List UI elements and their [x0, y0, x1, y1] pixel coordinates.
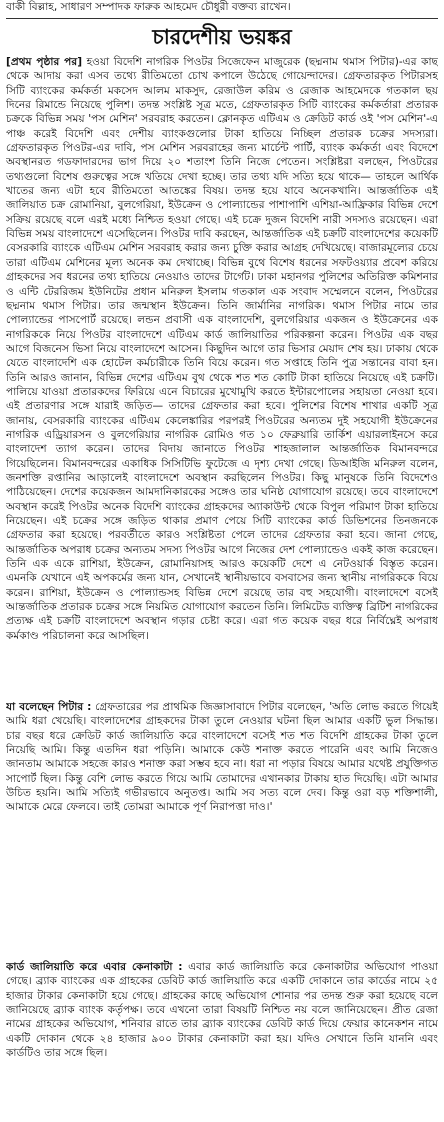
divider-rule	[6, 18, 438, 19]
article-body-section-2	[6, 700, 438, 960]
section-2-text: গ্রেফতারের পর প্রাথমিক জিজ্ঞাসাবাদে পিটার বলেছেন, 'অতি লোভ করতে গিয়েই আমি ধরা খেয়েছি। বাংলাদেশের গ্রাহকদের টাকা তুলে নেওয়ার ঘটনা ছিল আমার একটি ভুল সিদ্ধান্ত। চার বছর ধরে ক্রেডিট কার্ড জালিয়াতি করে বাংলাদেশে বসেই শত শত বিদেশি গ্রাহকের টাকা তুলে নিয়েছি আমি। কিন্তু এতদিন ধরা পড়িনি। আমাকে কেউ শনাক্ত করতে পারেনি এবং আমি নিজেও জানতাম আমাকে সহজে কারও শনাক্ত করা সম্ভব হবে না। ধরা না পড়ার বিষয়ে আমার যথেষ্ট প্রযুক্তিগত সাপোর্ট ছিল। কিন্তু বেশি লোভ করতে গিয়ে আমি তোমাদের এখানকার টাকায় হাত দিয়েছি। এটা আমার উচিত হয়নি। আমি সত্যিই গভীরভাবে অনুতপ্ত। আমি সব সত্য বলে দেব। কিন্তু ওরা বড় শক্তিশালী, আমাকে মেরে ফেলবে। তাই তোমরা আমাকে পূর্ণ নিরাপত্তা দাও।'	[6, 701, 438, 814]
headline: চারদেশীয় ভয়ঙ্কর	[152, 24, 292, 49]
continuation-marker: [প্রথম পৃষ্ঠার পর]	[6, 56, 83, 68]
section-1-text: হওয়া বিদেশি নাগরিক পিওটর সিজেফেন মাজুরেক (ছদ্মনাম থমাস পিটার)-এর কাছ থেকে আদায় করা এসব তথ্যে রীতিমতো চোখ কপালে উঠেছে গোয়েন্দাদের। গ্রেফতারকৃত পিটারসহ সিটি ব্যাংকের কর্মকর্তা মকসেদ আলম মাকসুদ, রেজাউল করিম ও রেজাক আহমেদকে গতকাল ছয় দিনের রিমান্ডে নিয়েছে পুলিশ। তদন্ত সংশ্লিষ্ট সূত্র মতে, গ্রেফতারকৃত সিটি ব্যাংকের কর্মকর্তারা প্রতারক চক্রকে বিভিন্ন সময় 'পস মেশিন' সরবরাহ করতেন। ক্লোনকৃত এটিএম ও ক্রেডিট কার্ড ওই 'পস মেশিন'-এ পাঞ্চ করেই বিদেশি এবং দেশীয় ব্যাংকগুলোর টাকা হাতিয়ে নিচ্ছিল প্রতারক চক্রের সদস্যরা। গ্রেফতারকৃত পিওটর-এর দাবি, পস মেশিন সরবরাহের জন্য মার্চেন্ট পার্টি, ব্যাংক কর্মকর্তা এবং বিদেশে অবস্থানরত গডফাদারদের ভাগ দিয়ে ২০ শতাংশ তিনি নিজে পেতেন। সংশ্লিষ্টরা বলছেন, পিওটরের তথ্যগুলো বিশেষ গুরুত্বের সঙ্গে খতিয়ে দেখা হচ্ছে। তার তথ্য যদি সত্যি হয়ে থাকে— তাহলে আর্থিক খাতের জন্য এটা হবে রীতিমতো আতঙ্কের বিষয়। তদন্ত হয়ে যাবে অনেকখানি। আন্তর্জাতিক এই জালিয়াত চক্র রোমানিয়া, বুলগেরিয়া, ইউক্রেন ও পোল্যান্ডের পাশাপাশি এশিয়া-আফ্রিকার বিভিন্ন দেশে সক্রিয় রয়েছে বলে এরই মধ্যে নিশ্চিত হওয়া গেছে। এই চক্রে দুজন বিদেশি নারী সদস্যও রয়েছেন। এরা বিভিন্ন সময় বাংলাদেশে এসেছিলেন। পিওটর দাবি করছেন, আন্তর্জাতিক এই চক্রটি বাংলাদেশের কয়েকটি বেসরকারি ব্যাংকে এটিএম মেশিন সরবরাহ করার জন্য চুক্তি করার আগ্রহ দেখিয়েছে। বাজারমূল্যের চেয়ে তারা এটিএম মেশিনের মূল্য অনেক কম দেখাচ্ছে। বিভিন্ন বুথে বিশেষ ধরনের সফটওয়্যার প্রবেশ করিয়ে গ্রাহকদের সব ধরনের তথ্য হাতিয়ে নেওয়াও তাদের টার্গেট। ঢাকা মহানগর পুলিশের অতিরিক্ত কমিশনার ও এন্টি টেররিজম ইউনিটের প্রধান মনিরুল ইসলাম গতকাল এক সংবাদ সম্মেলনে বলেন, পিওটরের ছদ্মনাম থমাস পিটার। তার জন্মস্থান ইউক্রেন। তিনি জার্মানির নাগরিক। থমাস পিটার নামে তার পোল্যান্ডের পাসপোর্ট রয়েছে। লন্ডন প্রবাসী এক বাংলাদেশি, বুলগেরিয়ার একজন ও ইউক্রেনের এক নাগরিককে নিয়ে পিওটর বাংলাদেশে এটিএম কার্ড জালিয়াতির পরিকল্পনা করেন। পিওটর এক বছর আগে বিজনেস ভিসা নিয়ে বাংলাদেশে আসেন। কিছুদিন আগে তার ভিসার মেয়াদ শেষ হয়। ঢাকায় থেকে যেতে বাংলাদেশি এক হোটেল কর্মচারীকে তিনি বিয়ে করেন। গত সপ্তাহে তিনি পুত্র সন্তানের বাবা হন। তিনি আরও জানান, বিভিন্ন দেশের এটিএম বুথ থেকে শত শত কোটি টাকা হাতিয়ে নিয়েছে এই চক্রটি। পালিয়ে যাওয়া প্রতারকদের ফিরিয়ে এনে বিচারের মুখোমুখি করতে ইন্টারপোলের সহায়তা নেওয়া হবে। এই প্রতারণার সঙ্গে যারাই জড়িত— তাদের গ্রেফতার করা হবে। পুলিশের বিশেষ শাখার একটি সূত্র জানায়, বেসরকারি ব্যাংকের এটিএম কেলেঙ্কারির পরপরই পিওটরের অন্যতম দুই সহযোগী ইউক্রেনের নাগরিক এড্রিয়ারসন ও বুলগেরিয়ার নাগরিক রোমিও গত ১০ ফেব্রুয়ারি তার্কিশ এয়ারলাইনসে করে বাংলাদেশ ত্যাগ করেন। তাদের বিদায় জানাতে পিওটর শাহজালাল আন্তর্জাতিক বিমানবন্দরে গিয়েছিলেন। বিমানবন্দরের একাধিক সিসিটিভি ফুটেজে এ দৃশ্য দেখা গেছে। ডিআইজি মনিরুল বলেন, জনশক্তি রপ্তানির আড়ালেই বাংলাদেশে অবস্থান করছিলেন পিওটর। কিছু মানুষকে তিনি বিদেশেও পাঠিয়েছেন। দেশের কয়েকজন আমদানিকারকের সঙ্গেও তার ঘনিষ্ঠ যোগাযোগ রয়েছে। তবে বাংলাদেশে অবস্থান করেই পিওটর অনেক বিদেশি ব্যাংকের গ্রাহকদের অ্যাকাউন্ট থেকে বিপুল পরিমাণ টাকা হাতিয়ে নিয়েছেন। এই চক্রের সঙ্গে জড়িত থাকার প্রমাণ পেয়ে সিটি ব্যাংকের কার্ড ডিভিশনের তিনজনকে গ্রেফতার করা হয়েছে। পরবর্তীতে কারও সংশ্লিষ্টতা পেলে তাদের গ্রেফতার করা হবে। জানা গেছে, আন্তর্জাতিক অপরাধ চক্রের অন্যতম সদস্য পিওটর আগে নিজের দেশ পোল্যান্ডেও একই কাজ করেছেন। তিনি এক একে রাশিয়া, ইউক্রেন, রোমানিয়াসহ আরও কয়েকটি দেশে এ নেটওয়ার্ক বিস্তৃত করেন। এমনকি যেখানে এই অপকর্মের জন্য যান, সেখানেই স্থানীয়ভাবে বসবাসের জন্য স্থানীয় নাগরিককে বিয়ে করেন। রাশিয়া, ইউক্রেন ও পোল্যান্ডসহ বিভিন্ন দেশে রয়েছে তার বহু সহযোগী। বাংলাদেশে বসেই আন্তর্জাতিক প্রতারক চক্রের সঙ্গে নিয়মিত যোগাযোগ করতেন তিনি। লিমিটেড ব্যক্তিত্ব ব্রিটিশ নাগরিকের প্রত্যক্ষ এই চক্রটি বাংলাদেশে অবস্থান গড়ার চেষ্টা করে। এরা গত কয়েক বছর ধরে নির্বিঘ্নেই অপরাধ কর্মকাণ্ড পরিচালনা করে আসছিল।	[6, 56, 438, 642]
subheading-card-fraud-shopping: কার্ড জালিয়াতি করে এবার কেনাকাটা :	[6, 961, 183, 973]
previous-article-tail: বাকী বিল্লাহ, সাধারণ সম্পাদক ফারুক আহমেদ চৌধুরী বক্তব্য রাখেন।	[6, 1, 291, 13]
article-body-section-1	[6, 55, 438, 700]
subheading-peter-said: যা বলেছেন পিটার :	[6, 701, 92, 713]
section-3-text: এবার কার্ড জালিয়াতি করে কেনাকাটার অভিযোগ পাওয়া গেছে। ব্র্যাক ব্যাংকের এক গ্রাহকের ডেবিট কার্ড জালিয়াতি করে একটি দোকানে তার কার্ডের নামে ২৫ হাজার টাকার কেনাকাটা হয়ে গেছে। গ্রাহকের কাছে অভিযোগ শোনার পর তদন্ত শুরু করা হয়েছে বলে জানিয়েছে ব্র্যাক ব্যাংক কর্তৃপক্ষ। তবে এখনো তারা বিষয়টি নিশ্চিত নয় বলে জানিয়েছেন। প্রীত রেজা নামের গ্রাহকের অভিযোগ, শনিবার রাতে তার ব্র্যাক ব্যাংকের ডেবিট কার্ড দিয়ে ফেয়ার কানেকশন নামে একটি দোকান থেকে ২৪ হাজার ৯০০ টাকার কেনাকাটা করা হয়। যদিও সেখানে তিনি যাননি এবং কার্ডটিও তার সঙ্গে ছিল।	[6, 961, 438, 1060]
article-body-section-3	[6, 960, 438, 1100]
